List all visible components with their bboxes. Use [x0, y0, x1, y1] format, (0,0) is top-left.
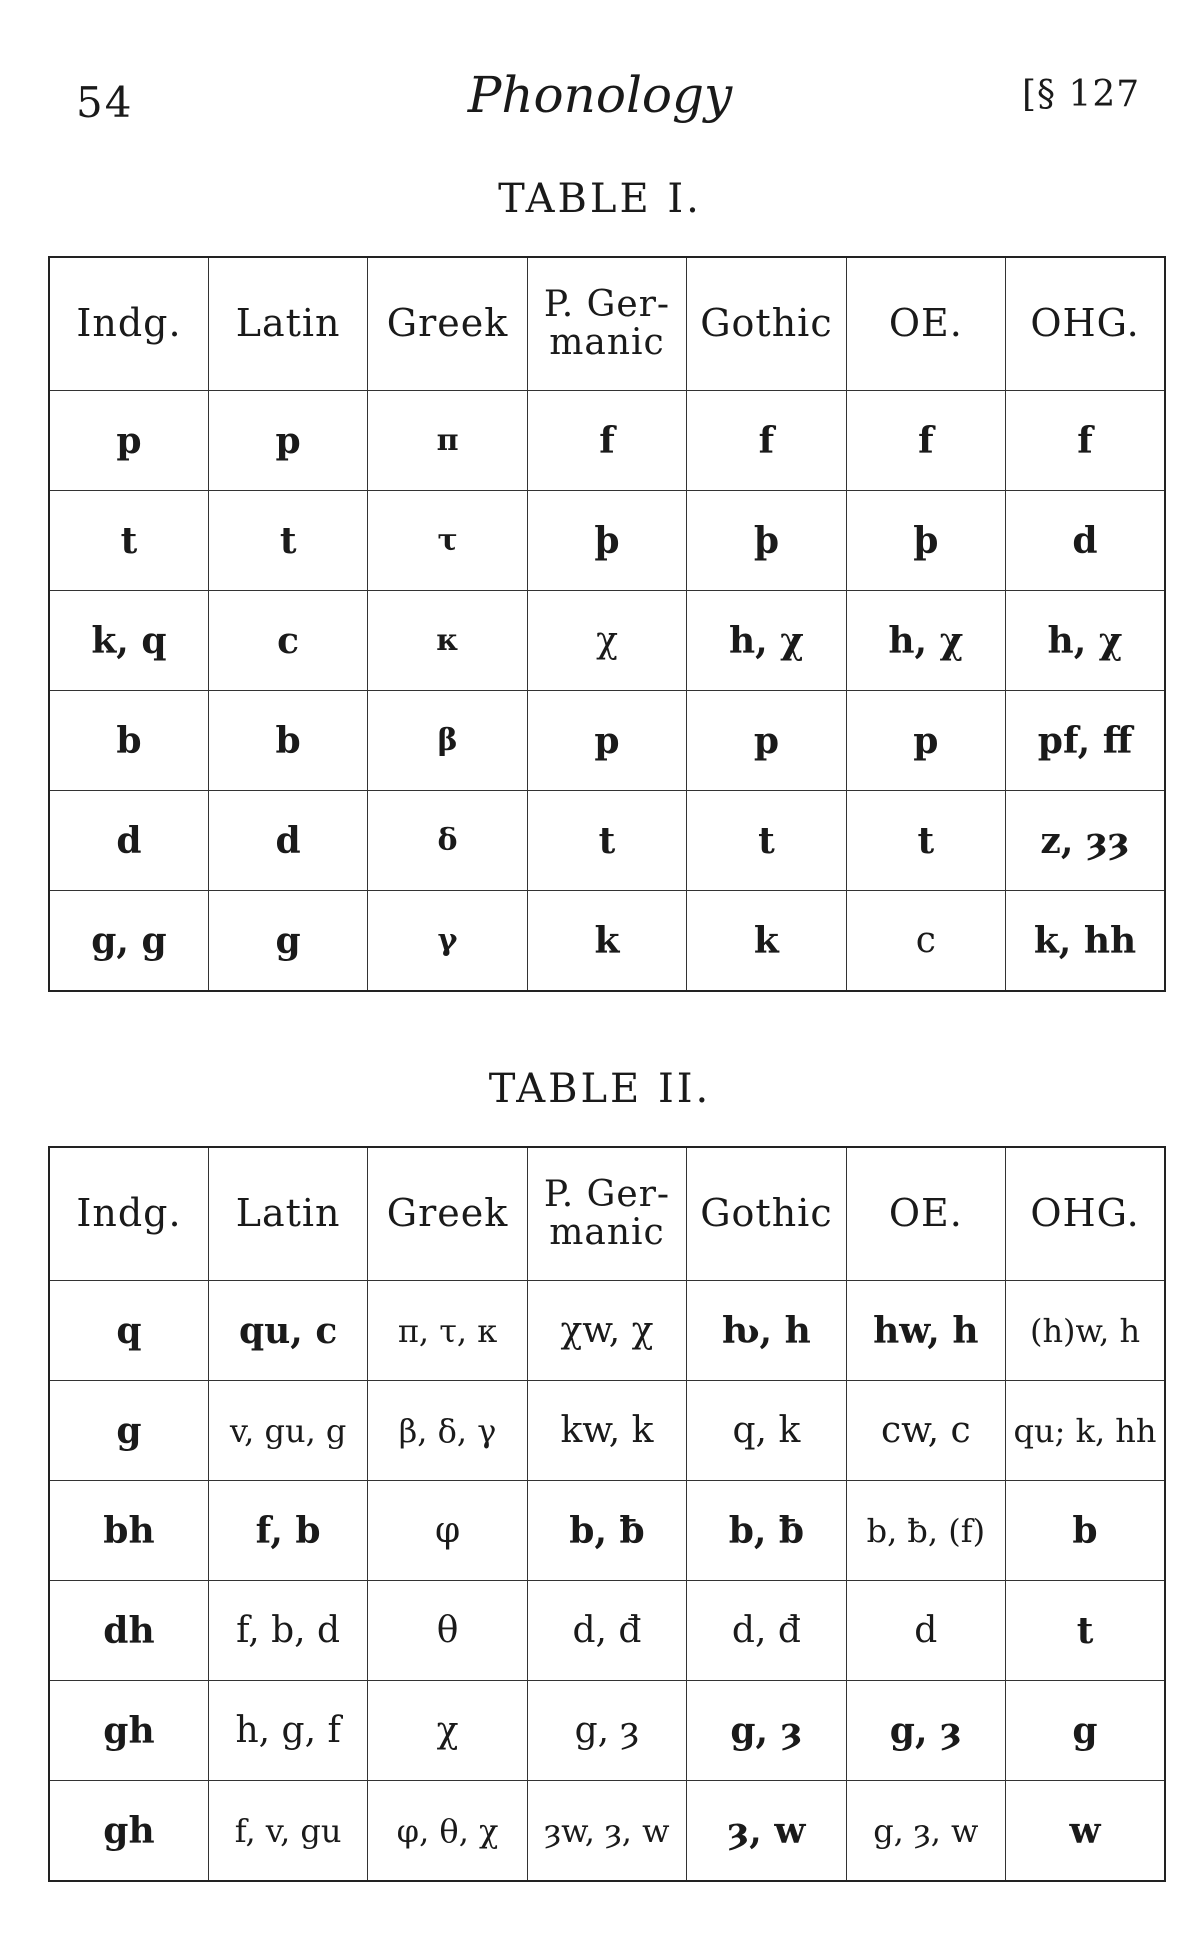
column-header-latin: Latin	[208, 257, 367, 391]
table-cell: c	[208, 591, 367, 691]
table-cell: qu, c	[208, 1281, 367, 1381]
table-cell: t	[687, 791, 846, 891]
table-cell: f	[527, 391, 686, 491]
column-header-oe: OE.	[846, 1147, 1005, 1281]
table-cell: k, hh	[1006, 891, 1165, 992]
table-cell: b, ƀ	[527, 1481, 686, 1581]
table-cell: b	[1006, 1481, 1165, 1581]
table-row	[49, 491, 1165, 591]
table-cell: q	[49, 1281, 208, 1381]
table-row	[49, 1381, 1165, 1481]
table-cell: t	[527, 791, 686, 891]
table-cell: χ	[527, 591, 686, 691]
table-cell: c	[846, 891, 1005, 992]
table-cell: b, ƀ, (f)	[846, 1481, 1005, 1581]
table-row	[49, 1681, 1165, 1781]
table-row	[49, 391, 1165, 491]
table-row	[49, 791, 1165, 891]
table-cell: cw, c	[846, 1381, 1005, 1481]
table-cell: χw, χ	[527, 1281, 686, 1381]
table-cell: g, ȝ	[527, 1681, 686, 1781]
table-cell: p	[846, 691, 1005, 791]
table-row	[49, 591, 1165, 691]
table-row	[49, 1781, 1165, 1882]
table-cell: qu; k, hh	[1006, 1381, 1165, 1481]
table-cell: φ	[368, 1481, 527, 1581]
table-cell: g, ȝ	[846, 1681, 1005, 1781]
column-header-oe: OE.	[846, 257, 1005, 391]
table-cell: f, b, d	[208, 1581, 367, 1681]
table-cell: d, đ	[687, 1581, 846, 1681]
table-row	[49, 891, 1165, 992]
table-cell: v, gu, g	[208, 1381, 367, 1481]
column-header-ohg: OHG.	[1006, 257, 1165, 391]
table-cell: δ	[368, 791, 527, 891]
table-cell: φ, θ, χ	[368, 1781, 527, 1882]
column-header-indg: Indg.	[49, 257, 208, 391]
table-cell: κ	[368, 591, 527, 691]
table-cell: f	[1006, 391, 1165, 491]
table-cell: f, b	[208, 1481, 367, 1581]
column-header-latin: Latin	[208, 1147, 367, 1281]
table-cell: t	[1006, 1581, 1165, 1681]
table-cell: g	[1006, 1681, 1165, 1781]
table-cell: gh	[49, 1681, 208, 1781]
table-cell: t	[208, 491, 367, 591]
table-cell: g, ȝ	[687, 1681, 846, 1781]
table-cell: β, δ, γ	[368, 1381, 527, 1481]
table-cell: hw, h	[846, 1281, 1005, 1381]
table-cell: p	[687, 691, 846, 791]
table-cell: k, q	[49, 591, 208, 691]
table-cell: þ	[527, 491, 686, 591]
table-cell: q, k	[687, 1381, 846, 1481]
table-row	[49, 1481, 1165, 1581]
table-header-row	[49, 1147, 1165, 1281]
table-cell: k	[687, 891, 846, 992]
table-cell: f	[687, 391, 846, 491]
column-header-gothic: Gothic	[687, 1147, 846, 1281]
column-header-gothic: Gothic	[687, 257, 846, 391]
table-cell: t	[846, 791, 1005, 891]
table-cell: b, ƀ	[687, 1481, 846, 1581]
table-cell: χ	[368, 1681, 527, 1781]
table-cell: k	[527, 891, 686, 992]
table-cell: g	[208, 891, 367, 992]
table-cell: ƕ, h	[687, 1281, 846, 1381]
column-header-indg: Indg.	[49, 1147, 208, 1281]
page-number: 54	[76, 78, 134, 127]
table-header-row	[49, 257, 1165, 391]
table-cell: τ	[368, 491, 527, 591]
table-cell: dh	[49, 1581, 208, 1681]
table-cell: h, χ	[1006, 591, 1165, 691]
table-cell: pf, ff	[1006, 691, 1165, 791]
table-2	[48, 1146, 1166, 1882]
table-cell: p	[208, 391, 367, 491]
table-cell: d	[846, 1581, 1005, 1681]
table-cell: h, χ	[687, 591, 846, 691]
table-1-title: TABLE I.	[498, 176, 702, 222]
table-cell: d	[208, 791, 367, 891]
table-cell: h, χ	[846, 591, 1005, 691]
table-cell: ȝw, ȝ, w	[527, 1781, 686, 1882]
table-cell: d	[49, 791, 208, 891]
table-cell: (h)w, h	[1006, 1281, 1165, 1381]
table-cell: f, v, gu	[208, 1781, 367, 1882]
table-cell: π	[368, 391, 527, 491]
table-cell: f	[846, 391, 1005, 491]
table-cell: γ	[368, 891, 527, 992]
column-header-p-germanic: P. Ger- manic	[527, 257, 686, 391]
running-title: Phonology	[467, 66, 733, 124]
section-ref: [§ 127	[1022, 74, 1141, 115]
column-header-ohg: OHG.	[1006, 1147, 1165, 1281]
column-header-greek: Greek	[368, 1147, 527, 1281]
table-cell: z, ȝȝ	[1006, 791, 1165, 891]
table-1	[48, 256, 1166, 992]
table-cell: g, g	[49, 891, 208, 992]
table-cell: p	[527, 691, 686, 791]
table-cell: d	[1006, 491, 1165, 591]
column-header-p-germanic: P. Ger- manic	[527, 1147, 686, 1281]
table-cell: þ	[846, 491, 1005, 591]
table-cell: gh	[49, 1781, 208, 1882]
table-cell: p	[49, 391, 208, 491]
table-cell: h, g, f	[208, 1681, 367, 1781]
table-cell: ȝ, w	[687, 1781, 846, 1882]
table-cell: b	[49, 691, 208, 791]
table-cell: b	[208, 691, 367, 791]
table-cell: þ	[687, 491, 846, 591]
table-2-title: TABLE II.	[488, 1066, 712, 1112]
table-cell: bh	[49, 1481, 208, 1581]
table-cell: g	[49, 1381, 208, 1481]
table-cell: θ	[368, 1581, 527, 1681]
table-cell: β	[368, 691, 527, 791]
table-cell: π, τ, κ	[368, 1281, 527, 1381]
table-row	[49, 691, 1165, 791]
table-cell: kw, k	[527, 1381, 686, 1481]
column-header-greek: Greek	[368, 257, 527, 391]
table-row	[49, 1281, 1165, 1381]
table-cell: t	[49, 491, 208, 591]
table-cell: d, đ	[527, 1581, 686, 1681]
table-cell: w	[1006, 1781, 1165, 1882]
table-row	[49, 1581, 1165, 1681]
table-cell: g, ȝ, w	[846, 1781, 1005, 1882]
